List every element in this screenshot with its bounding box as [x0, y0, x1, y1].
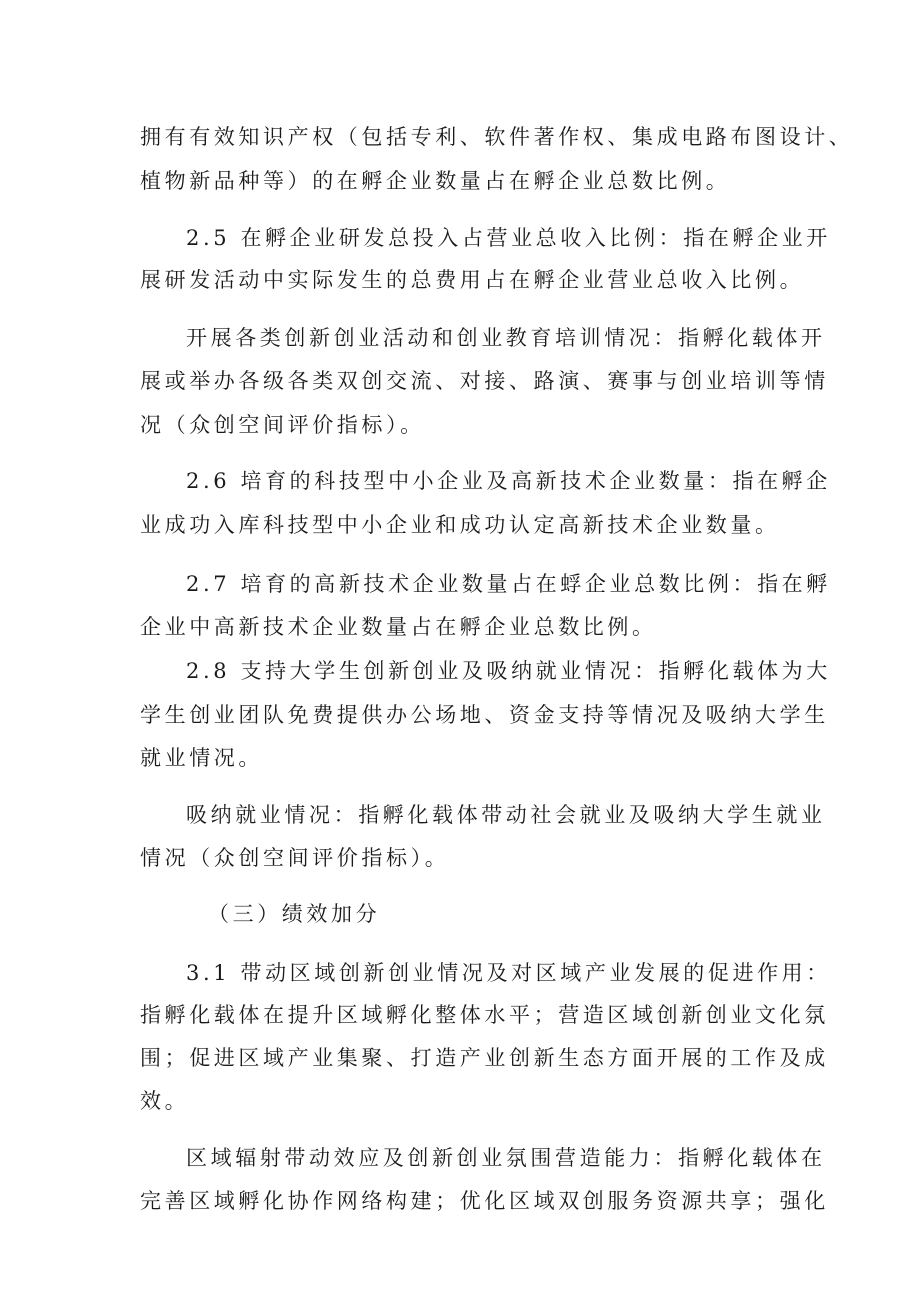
- paragraph-line: 区域辐射带动效应及创新创业氛围营造能力：指孵化载体在: [186, 1146, 826, 1170]
- paragraph-line: 吸纳就业情况：指孵化载体带动社会就业及吸纳大学生就业: [186, 803, 826, 827]
- paragraph-line: 就业情况。: [140, 746, 263, 770]
- paragraph-line: 2.5 在孵企业研发总投入占营业总收入比例：指在孵企业开: [186, 226, 831, 250]
- paragraph-line: 况（众创空间评价指标）。: [140, 413, 425, 437]
- paragraph-line: 企业中高新技术企业数量占在孵企业总数比例。: [140, 615, 657, 639]
- paragraph-line: 2.8 支持大学生创新创业及吸纳就业情况：指孵化载体为大: [186, 659, 831, 683]
- paragraph-line: 情况（众创空间评价指标）。: [140, 846, 450, 870]
- paragraph-line: 围；促进区域产业集聚、打造产业创新生态方面开展的工作及成: [140, 1046, 829, 1070]
- paragraph-line: 拥有有效知识产权（包括专利、软件著作权、集成电路布图设计、: [140, 125, 854, 149]
- paragraph-line: 展或举办各级各类双创交流、对接、路演、赛事与创业培训等情: [140, 369, 829, 393]
- paragraph-line: 指孵化载体在提升区域孵化整体水平；营造区域创新创业文化氛: [140, 1003, 829, 1027]
- paragraph-line: 2.7 培育的高新技术企业数量占在蜉企业总数比例：指在孵: [186, 572, 831, 596]
- paragraph-line: 3.1 带动区域创新创业情况及对区域产业发展的促进作用：: [186, 961, 831, 985]
- paragraph-line: 效。: [140, 1089, 190, 1113]
- paragraph-line: 开展各类创新创业活动和创业教育培训情况：指孵化载体开: [186, 326, 826, 350]
- paragraph-line: 展研发活动中实际发生的总费用占在孵企业营业总收入比例。: [140, 268, 805, 292]
- paragraph-line: 完善区域孵化协作网络构建；优化区域双创服务资源共享；强化: [140, 1189, 829, 1213]
- section-heading: （三）绩效加分: [208, 902, 381, 926]
- paragraph-line: 学生创业团队免费提供办公场地、资金支持等情况及吸纳大学生: [140, 703, 829, 727]
- paragraph-line: 2.6 培育的科技型中小企业及高新技术企业数量：指在孵企: [186, 469, 831, 493]
- paragraph-line: 业成功入库科技型中小企业和成功认定高新技术企业数量。: [140, 513, 780, 537]
- paragraph-line: 植物新品种等）的在孵企业数量占在孵企业总数比例。: [140, 169, 731, 193]
